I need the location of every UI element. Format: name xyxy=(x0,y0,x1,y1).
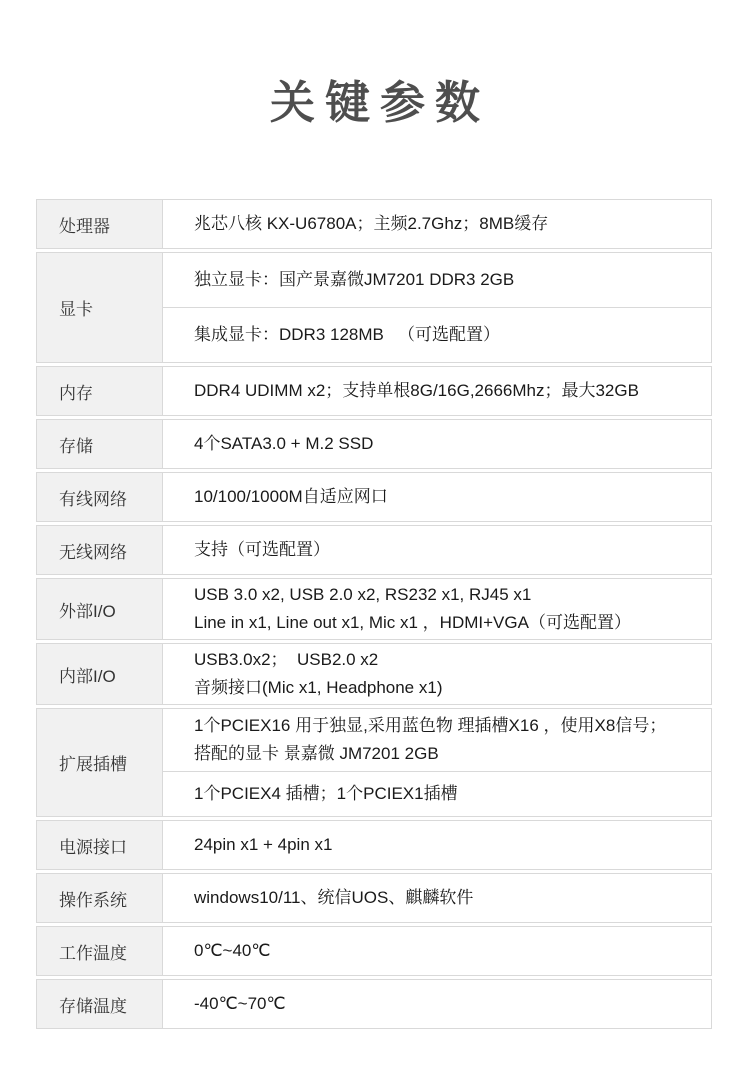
spec-text: 音频接口(Mic x1, Headphone x1) xyxy=(194,678,443,697)
spec-value-internal-io xyxy=(163,643,712,705)
spec-row-wired-network xyxy=(36,472,712,522)
spec-value-os xyxy=(163,873,712,923)
spec-text: 搭配的显卡 景嘉微 JM7201 2GB xyxy=(194,744,439,763)
spec-row-external-io xyxy=(36,578,712,640)
spec-label-operating-temp: 工作温度 xyxy=(36,926,163,976)
spec-value-wired-network xyxy=(163,472,712,522)
spec-value-expansion-slots xyxy=(163,708,712,817)
spec-row-memory xyxy=(36,366,712,416)
spec-value-memory xyxy=(163,366,712,416)
spec-text: 支持（可选配置） xyxy=(194,540,330,559)
spec-text: Line in x1, Line out x1, Mic x1 ，HDMI+VGA（可选配置） xyxy=(194,613,631,632)
spec-text: 0℃~40℃ xyxy=(194,941,271,960)
spec-subrow-discrete-gpu xyxy=(163,253,711,307)
spec-label-internal-io: 内部I/O xyxy=(36,643,163,705)
spec-row-graphics xyxy=(36,252,712,363)
spec-value-storage-temp xyxy=(163,979,712,1029)
spec-text: -40℃~70℃ xyxy=(194,994,286,1013)
spec-row-storage-temp xyxy=(36,979,712,1029)
spec-text: 1个PCIEX16 用于独显,采用蓝色物 理插槽X16 ，使用X8信号； xyxy=(194,716,667,735)
spec-value-storage xyxy=(163,419,712,469)
spec-label-external-io: 外部I/O xyxy=(36,578,163,640)
spec-text: 1个PCIEX4 插槽；1个PCIEX1插槽 xyxy=(194,784,458,803)
spec-text: 10/100/1000M自适应网口 xyxy=(194,487,388,506)
spec-label-wired-network: 有线网络 xyxy=(36,472,163,522)
spec-label-expansion-slots: 扩展插槽 xyxy=(36,708,163,817)
spec-row-expansion-slots xyxy=(36,708,712,817)
spec-label-graphics: 显卡 xyxy=(36,252,163,363)
spec-value-wireless-network xyxy=(163,525,712,575)
spec-row-wireless-network xyxy=(36,525,712,575)
spec-value-power-connector xyxy=(163,820,712,870)
spec-label-memory: 内存 xyxy=(36,366,163,416)
spec-text: 兆芯八核 KX-U6780A；主频2.7Ghz；8MB缓存 xyxy=(194,214,549,233)
spec-text: windows10/11、统信UOS、麒麟软件 xyxy=(194,888,474,907)
spec-label-processor: 处理器 xyxy=(36,199,163,249)
spec-value-graphics xyxy=(163,252,712,363)
spec-label-power-connector: 电源接口 xyxy=(36,820,163,870)
spec-row-operating-temp xyxy=(36,926,712,976)
spec-row-power-connector xyxy=(36,820,712,870)
spec-value-processor xyxy=(163,199,712,249)
spec-row-storage xyxy=(36,419,712,469)
spec-text: 集成显卡：DDR3 128MB （可选配置） xyxy=(194,325,501,344)
spec-row-internal-io xyxy=(36,643,712,705)
spec-subrow-pciex16 xyxy=(163,709,711,771)
page-title: 关键参数 xyxy=(269,77,490,128)
spec-subrow-integrated-gpu xyxy=(163,307,711,362)
spec-label-wireless-network: 无线网络 xyxy=(36,525,163,575)
spec-row-os xyxy=(36,873,712,923)
spec-label-storage-temp: 存储温度 xyxy=(36,979,163,1029)
spec-text: 独立显卡：国产景嘉微JM7201 DDR3 2GB xyxy=(194,270,515,289)
spec-text: USB3.0x2； USB2.0 x2 xyxy=(194,650,379,669)
spec-text: 4个SATA3.0 + M.2 SSD xyxy=(194,434,374,453)
spec-text: DDR4 UDIMM x2；支持单根8G/16G,2666Mhz；最大32GB xyxy=(194,381,639,400)
spec-value-external-io xyxy=(163,578,712,640)
spec-label-storage: 存储 xyxy=(36,419,163,469)
spec-text: 24pin x1 + 4pin x1 xyxy=(194,835,333,854)
spec-text: USB 3.0 x2, USB 2.0 x2, RS232 x1, RJ45 x1 xyxy=(194,585,532,604)
spec-label-os: 操作系统 xyxy=(36,873,163,923)
spec-row-processor xyxy=(36,199,712,249)
spec-table xyxy=(36,199,712,1032)
spec-subrow-pciex4-x1 xyxy=(163,771,711,816)
spec-value-operating-temp xyxy=(163,926,712,976)
